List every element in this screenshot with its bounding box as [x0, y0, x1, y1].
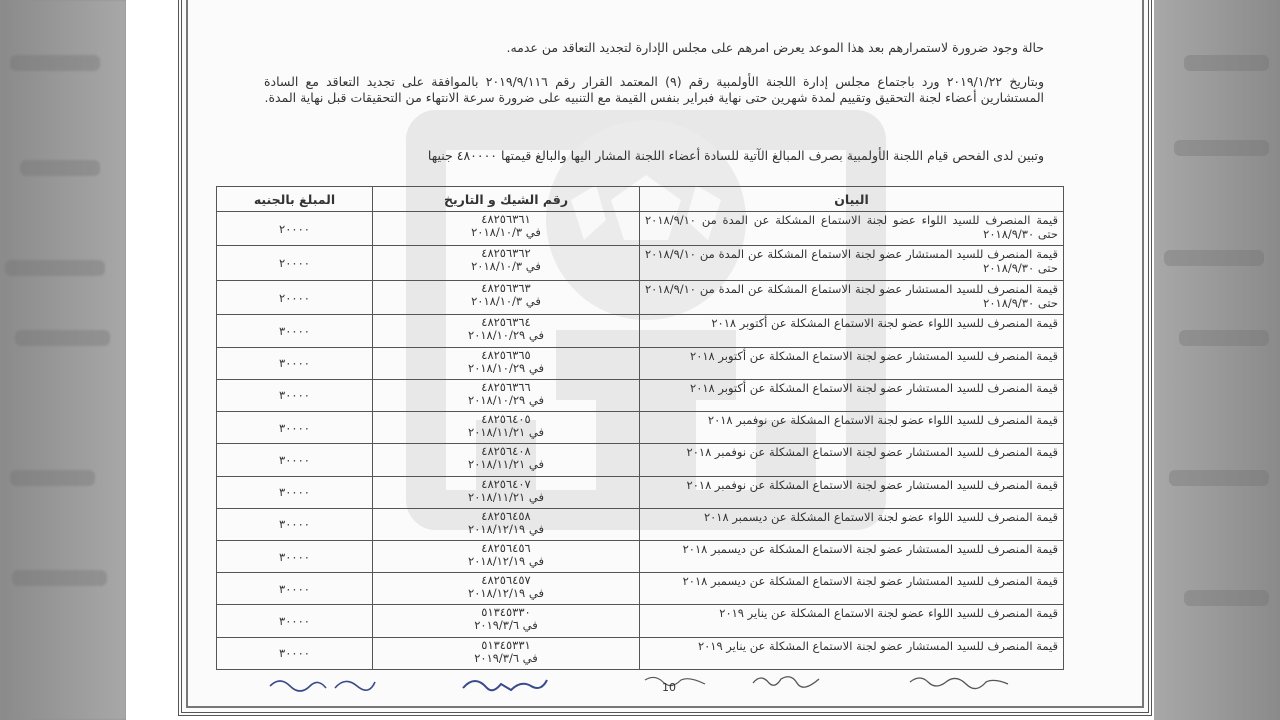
- statement-cell: قيمة المنصرف للسيد المستشار عضو لجنة الاستماع المشكلة عن المدة من ٢٠١٨/٩/١٠ حتى ٢٠١٨/٩/٣٠: [640, 280, 1064, 314]
- check-date: في ٢٠١٨/١٢/١٩: [468, 521, 544, 536]
- table-row: [217, 212, 1064, 246]
- signature-4: [748, 668, 838, 693]
- check-number: ٤٨٢٥٦٤٠٥: [481, 412, 531, 427]
- statement-cell: قيمة المنصرف للسيد اللواء عضو لجنة الاستماع المشكلة عن يناير ٢٠١٩: [640, 605, 1064, 637]
- check-cell: [373, 412, 640, 444]
- check-cell: [373, 508, 640, 540]
- table-row: [217, 280, 1064, 314]
- check-number: ٤٨٢٥٦٣٦٢: [481, 246, 531, 261]
- table-row: [217, 347, 1064, 379]
- check-number: ٤٨٢٥٦٤٥٧: [481, 573, 531, 588]
- check-date: في ٢٠١٨/١٠/٢٩: [468, 328, 544, 343]
- amount-cell: ٣٠٠٠٠: [217, 541, 373, 573]
- amount-cell: ٣٠٠٠٠: [217, 605, 373, 637]
- check-number: ٤٨٢٥٦٤٥٨: [481, 508, 531, 523]
- check-cell: [373, 476, 640, 508]
- check-cell: [373, 347, 640, 379]
- check-cell: [373, 573, 640, 605]
- table-row: [217, 444, 1064, 476]
- check-date: في ٢٠١٨/١٠/٣: [471, 293, 541, 308]
- blurred-background-left: [0, 0, 126, 720]
- amount-cell: ٣٠٠٠٠: [217, 444, 373, 476]
- check-cell: [373, 541, 640, 573]
- check-number: ٤٨٢٥٦٤٠٨: [481, 444, 531, 459]
- header-amount: المبلغ بالجنيه: [217, 187, 373, 212]
- statement-cell: قيمة المنصرف للسيد اللواء عضو لجنة الاستماع المشكلة عن ديسمبر ٢٠١٨: [640, 508, 1064, 540]
- header-check: رقم الشيك و التاريخ: [373, 187, 640, 212]
- check-date: في ٢٠١٨/١٠/٢٩: [468, 360, 544, 375]
- statement-cell: قيمة المنصرف للسيد المستشار عضو لجنة الاستماع المشكلة عن أكتوبر ٢٠١٨: [640, 347, 1064, 379]
- amount-cell: ٣٠٠٠٠: [217, 573, 373, 605]
- table-row: [217, 379, 1064, 411]
- statement-cell: قيمة المنصرف للسيد اللواء عضو لجنة الاستماع المشكلة عن نوفمبر ٢٠١٨: [640, 412, 1064, 444]
- check-cell: [373, 379, 640, 411]
- table-header-row: [217, 187, 1064, 212]
- check-cell: [373, 444, 640, 476]
- check-number: ٤٨٢٥٦٤٠٧: [481, 476, 531, 491]
- check-cell: [373, 605, 640, 637]
- check-date: في ٢٠١٨/١١/٢١: [468, 489, 544, 504]
- table-row: [217, 541, 1064, 573]
- check-date: في ٢٠١٩/٣/٦: [474, 650, 538, 665]
- check-date: في ٢٠١٨/١٢/١٩: [468, 554, 544, 568]
- statement-cell: قيمة المنصرف للسيد المستشار عضو لجنة الاستماع المشكلة عن يناير ٢٠١٩: [640, 637, 1064, 669]
- statement-cell: قيمة المنصرف للسيد اللواء عضو لجنة الاستماع المشكلة عن أكتوبر ٢٠١٨: [640, 315, 1064, 347]
- check-date: في ٢٠١٨/١٠/٣: [471, 259, 541, 274]
- table-row: [217, 508, 1064, 540]
- check-number: ٤٨٢٥٦٣٦٥: [481, 347, 531, 362]
- check-cell: [373, 212, 640, 246]
- signature-5: [905, 668, 1015, 693]
- amount-cell: ٣٠٠٠٠: [217, 637, 373, 669]
- statement-cell: قيمة المنصرف للسيد المستشار عضو لجنة الاستماع المشكلة عن المدة من ٢٠١٨/٩/١٠ حتى ٢٠١٨/٩/٣٠: [640, 246, 1064, 280]
- statement-cell: قيمة المنصرف للسيد المستشار عضو لجنة الاستماع المشكلة عن نوفمبر ٢٠١٨: [640, 444, 1064, 476]
- header-statement: البيان: [640, 187, 1064, 212]
- page-number: 10: [662, 681, 676, 694]
- amount-cell: ٢٠٠٠٠: [217, 212, 373, 246]
- table-body: [217, 212, 1064, 670]
- paragraph-decision: وبتاريخ ٢٠١٩/١/٢٢ ورد باجتماع مجلس إدارة اللجنة الأولمبية رقم (٩) المعتمد القرار رقم ٢٠١٩/٩/١١٦ بالموافقة على تجديد التعاقد مع السادة المستشارين أعضاء لجنة التحقيق وتقييم لمدة شهرين حتى نهاية فبراير بنفس القيمة مع التنبيه على ضرورة سرعة الانتهاء من التحقيقات قبل نهاية المدة.: [264, 74, 1044, 105]
- amount-cell: ٣٠٠٠٠: [217, 476, 373, 508]
- check-date: في ٢٠١٨/١١/٢١: [468, 457, 544, 472]
- statement-cell: قيمة المنصرف للسيد المستشار عضو لجنة الاستماع المشكلة عن ديسمبر ٢٠١٨: [640, 541, 1064, 573]
- amount-cell: ٢٠٠٠٠: [217, 246, 373, 280]
- check-number: ٥١٣٤٥٣٣١: [481, 637, 531, 652]
- check-cell: [373, 246, 640, 280]
- table-row: [217, 412, 1064, 444]
- table-row: [217, 246, 1064, 280]
- signature-2: [458, 668, 553, 698]
- table-row: [217, 315, 1064, 347]
- paragraph-findings: وتبين لدى الفحص قيام اللجنة الأولمبية بصرف المبالغ الآتية للسادة أعضاء اللجنة المشار اليها والبالغ قيمتها ٤٨٠٠٠٠ جنيها: [427, 148, 1044, 163]
- paragraph-intro: حالة وجود ضرورة لاستمرارهم بعد هذا الموعد يعرض امرهم على مجلس الإدارة لتجديد التعاقد من عدمه.: [506, 40, 1044, 55]
- table-row: [217, 573, 1064, 605]
- table-row: [217, 637, 1064, 669]
- check-date: في ٢٠١٨/١٠/٣: [471, 225, 541, 239]
- blurred-background-right: [1154, 0, 1280, 720]
- check-cell: [373, 315, 640, 347]
- check-number: ٤٨٢٥٦٣٦١: [481, 212, 531, 226]
- table-row: [217, 605, 1064, 637]
- statement-cell: قيمة المنصرف للسيد اللواء عضو لجنة الاستماع المشكلة عن المدة من ٢٠١٨/٩/١٠ حتى ٢٠١٨/٩/٣٠: [640, 212, 1064, 246]
- statement-cell: قيمة المنصرف للسيد المستشار عضو لجنة الاستماع المشكلة عن نوفمبر ٢٠١٨: [640, 476, 1064, 508]
- amount-cell: ٣٠٠٠٠: [217, 508, 373, 540]
- amount-cell: ٣٠٠٠٠: [217, 412, 373, 444]
- check-date: في ٢٠١٨/١٠/٢٩: [468, 392, 544, 407]
- amount-cell: ٢٠٠٠٠: [217, 280, 373, 314]
- amount-cell: ٣٠٠٠٠: [217, 379, 373, 411]
- check-number: ٥١٣٤٥٣٣٠: [481, 605, 531, 620]
- check-number: ٤٨٢٥٦٤٥٦: [481, 541, 531, 555]
- check-number: ٤٨٢٥٦٣٦٣: [481, 280, 531, 295]
- check-date: في ٢٠١٨/١٢/١٩: [468, 586, 544, 601]
- check-date: في ٢٠١٩/٣/٦: [474, 618, 538, 633]
- check-number: ٤٨٢٥٦٣٦٤: [481, 315, 531, 330]
- check-cell: [373, 637, 640, 669]
- table-row: [217, 476, 1064, 508]
- signature-1: [265, 668, 385, 698]
- statement-cell: قيمة المنصرف للسيد المستشار عضو لجنة الاستماع المشكلة عن ديسمبر ٢٠١٨: [640, 573, 1064, 605]
- statement-cell: قيمة المنصرف للسيد المستشار عضو لجنة الاستماع المشكلة عن أكتوبر ٢٠١٨: [640, 379, 1064, 411]
- amount-cell: ٣٠٠٠٠: [217, 315, 373, 347]
- payments-table: [216, 186, 1064, 670]
- check-cell: [373, 280, 640, 314]
- amount-cell: ٣٠٠٠٠: [217, 347, 373, 379]
- check-date: في ٢٠١٨/١١/٢١: [468, 425, 544, 440]
- check-number: ٤٨٢٥٦٣٦٦: [481, 379, 531, 394]
